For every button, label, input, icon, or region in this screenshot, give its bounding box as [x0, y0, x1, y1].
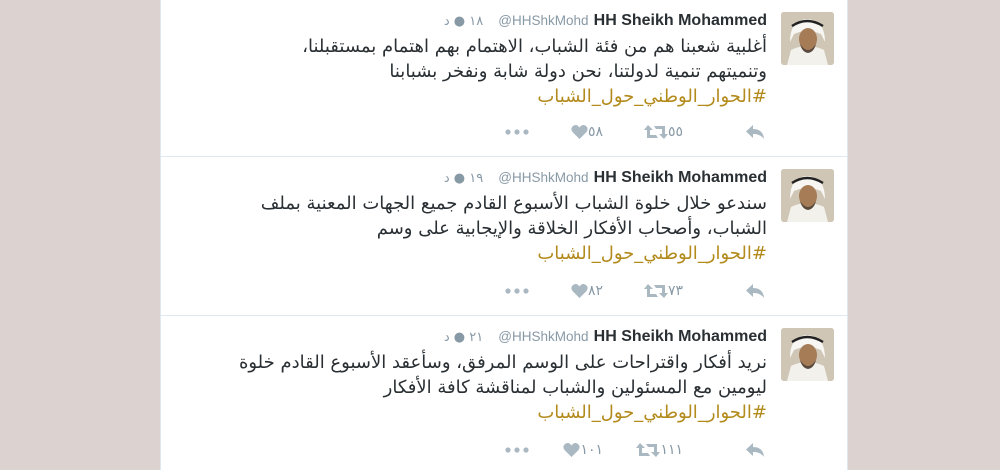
tweet-actions — [447, 280, 767, 302]
user-name[interactable]: HH Sheikh Mohammed — [593, 12, 767, 29]
tweet-text — [207, 350, 767, 425]
like-icon — [563, 442, 580, 458]
tweet[interactable] — [161, 316, 847, 470]
tweet-actions — [447, 121, 767, 143]
like-count: ١٠١ — [580, 442, 603, 458]
retweet-icon — [636, 442, 660, 458]
tweet-line: الشباب، وأصحاب الأفكار الخلاقة والإيجابية على وسم — [376, 218, 767, 239]
more-icon — [505, 447, 529, 453]
tweet-time[interactable]: ٢١ ● د — [443, 330, 484, 345]
more-button[interactable] — [505, 439, 529, 461]
like-icon — [571, 124, 588, 140]
tweet-header — [444, 167, 767, 187]
like-button[interactable] — [563, 439, 615, 461]
like-icon — [571, 283, 588, 299]
retweet-count: ٥٥ — [667, 124, 683, 140]
tweet[interactable] — [161, 0, 847, 157]
reply-button[interactable] — [745, 121, 765, 143]
avatar[interactable] — [781, 169, 834, 222]
like-button[interactable] — [571, 121, 615, 143]
like-button[interactable] — [571, 280, 615, 302]
reply-button[interactable] — [745, 439, 765, 461]
more-button[interactable] — [505, 280, 529, 302]
tweet-actions — [447, 439, 767, 461]
tweet-line: أغلبية شعبنا هم من فئة الشباب، الاهتمام بهم اهتمام بمستقبلنا، — [302, 36, 767, 57]
like-count: ٥٨ — [587, 124, 603, 140]
avatar[interactable] — [781, 328, 834, 381]
hashtag-link[interactable]: #الحوار_الوطني_حول_الشباب — [537, 243, 767, 264]
tweet-text — [207, 191, 767, 266]
like-count: ٨٢ — [587, 283, 603, 299]
reply-button[interactable] — [745, 280, 765, 302]
retweet-button[interactable] — [636, 439, 695, 461]
tweet-line: وتنميتهم تنمية لدولتنا، نحن دولة شابة ونفخر بشبابنا — [389, 61, 767, 82]
avatar[interactable] — [781, 12, 834, 65]
reply-icon — [745, 283, 765, 299]
tweet-line: نريد أفكار واقتراحات على الوسم المرفق، وسأعقد الأسبوع القادم خلوة — [238, 352, 767, 373]
tweet-time[interactable]: ١٨ ● د — [443, 14, 484, 29]
tweet-line: سندعو خلال خلوة الشباب الأسبوع القادم جميع الجهات المعنية بملف — [260, 193, 767, 214]
hashtag-link[interactable]: #الحوار_الوطني_حول_الشباب — [537, 86, 767, 107]
user-handle[interactable]: @HHShkMohd — [498, 329, 589, 344]
more-icon — [505, 288, 529, 294]
more-button[interactable] — [505, 121, 529, 143]
retweet-count: ٧٣ — [667, 283, 683, 299]
retweet-button[interactable] — [644, 280, 695, 302]
retweet-count: ١١١ — [660, 442, 683, 458]
retweet-icon — [644, 283, 668, 299]
user-name[interactable]: HH Sheikh Mohammed — [593, 169, 767, 186]
retweet-button[interactable] — [644, 121, 695, 143]
more-icon — [505, 129, 529, 135]
timeline — [160, 0, 848, 470]
user-handle[interactable]: @HHShkMohd — [498, 13, 589, 28]
tweet-header — [444, 10, 767, 30]
tweet[interactable] — [161, 157, 847, 316]
tweet-text — [207, 34, 767, 109]
reply-icon — [745, 442, 765, 458]
reply-icon — [745, 124, 765, 140]
user-name[interactable]: HH Sheikh Mohammed — [593, 328, 767, 345]
tweet-time[interactable]: ١٩ ● د — [443, 171, 484, 186]
tweet-header — [444, 326, 767, 346]
tweet-line: ليومين مع المسئولين والشباب لمناقشة كافة الأفكار — [383, 377, 767, 398]
retweet-icon — [644, 124, 668, 140]
user-handle[interactable]: @HHShkMohd — [498, 170, 589, 185]
hashtag-link[interactable]: #الحوار_الوطني_حول_الشباب — [537, 402, 767, 423]
